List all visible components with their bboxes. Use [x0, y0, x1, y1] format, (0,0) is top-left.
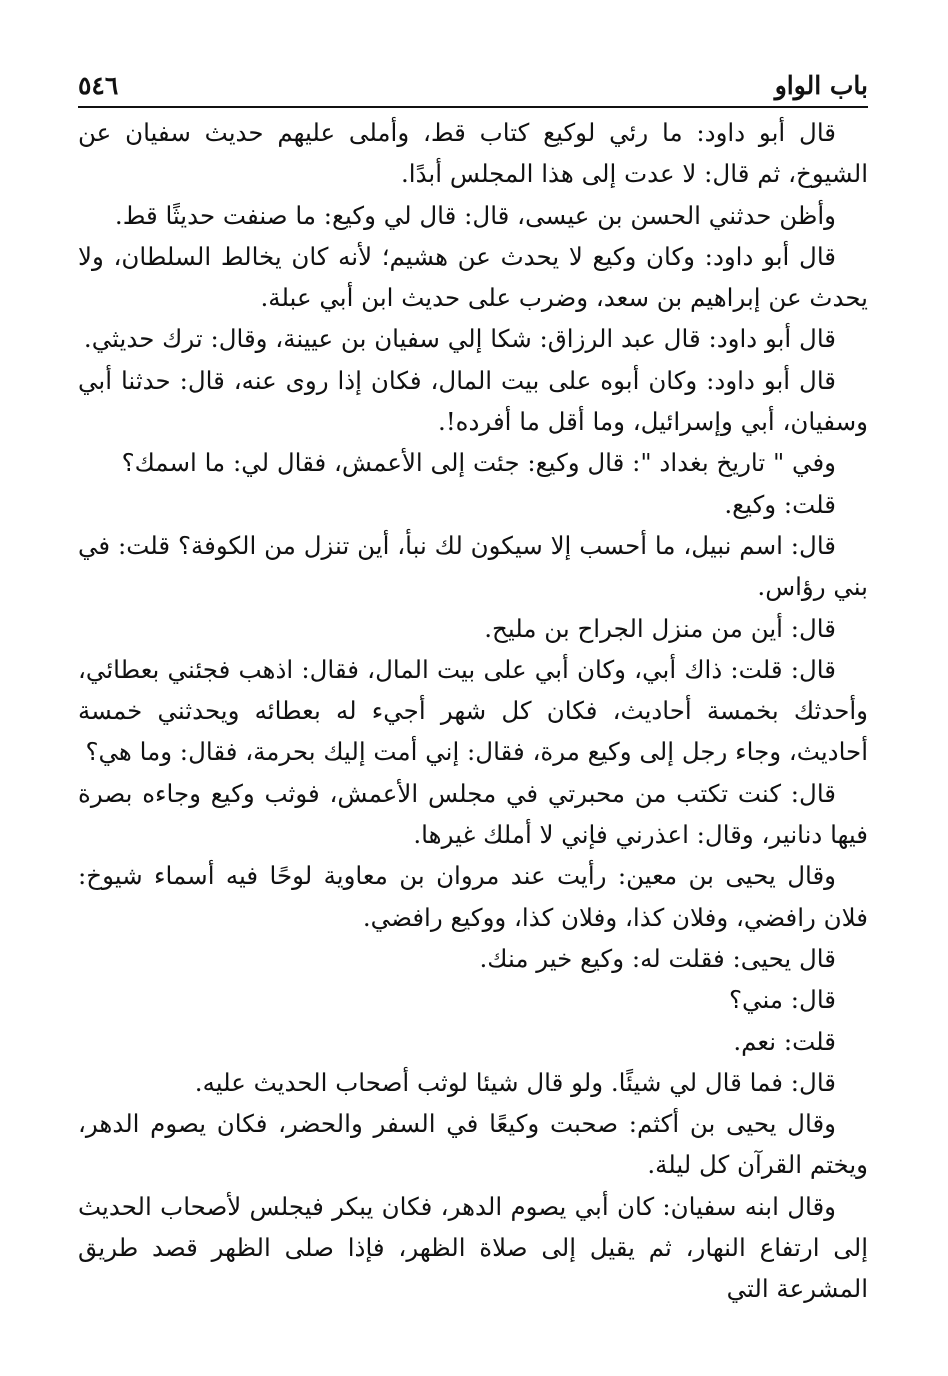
page-number: ٥٤٦ [78, 71, 119, 100]
chapter-title: باب الواو [774, 71, 868, 100]
paragraph: قال: اسم نبيل، ما أحسب إلا سيكون لك نبأ، أين تنزل من الكوفة؟ قلت: في بني رؤاس. [78, 530, 868, 602]
paragraph: قال يحيى: فقلت له: وكيع خير منك. [479, 943, 836, 973]
body-text [78, 112, 868, 1310]
paragraph: قلت: نعم. [733, 1026, 836, 1056]
paragraph: قال أبو داود: وكان أبوه على بيت المال، فكان إذا روى عنه، قال: حدثنا أبي وسفيان، أبي وإسرائيل، وما أقل ما أفرده!. [78, 365, 868, 437]
paragraph: وأظن حدثني الحسن بن عيسى، قال: قال لي وكيع: ما صنفت حديثًا قط. [114, 200, 836, 230]
paragraph: وقال يحيى بن أكثم: صحبت وكيعًا في السفر والحضر، فكان يصوم الدهر، ويختم القرآن كل ليلة. [78, 1109, 868, 1180]
paragraph: قال: مني؟ [729, 985, 836, 1015]
paragraph: وقال يحيى بن معين: رأيت عند مروان بن معاوية لوحًا فيه أسماء شيوخ: فلان رافضي، وفلان كذا، وفلان كذا، ووكيع رافضي. [78, 861, 868, 932]
paragraph: وقال ابنه سفيان: كان أبي يصوم الدهر، فكان يبكر فيجلس لأصحاب الحديث إلى ارتفاع النهار، ثم يقيل إلى صلاة الظهر، فإذا صلى الظهر قصد طريق المشرعة التي [78, 1191, 868, 1304]
paragraph: قال أبو داود: قال عبد الرزاق: شكا إلي سفيان بن عيينة، وقال: ترك حديثي. [83, 324, 836, 354]
paragraph: قال: أين من منزل الجراح بن مليح. [484, 613, 836, 643]
header-rule [78, 106, 868, 108]
paragraph: قال: فما قال لي شيئًا. ولو قال شيئا لوثب أصحاب الحديث عليه. [194, 1067, 836, 1097]
paragraph: قلت: وكيع. [724, 489, 836, 519]
running-header [78, 60, 868, 100]
paragraph: قال: قلت: ذاك أبي، وكان أبي على بيت المال، فقال: اذهب فجئني بعطائي، وأحدثك بخمسة أحاديث، فكان كل شهر أجيء له بعطائه ويحدثني خمسة أحاديث، وجاء رجل إلى وكيع مرة، فقال: إني أمت إليك بحرمة، فقال: وما هي؟ [78, 654, 868, 767]
paragraph: قال أبو داود: وكان وكيع لا يحدث عن هشيم؛ لأنه كان يخالط السلطان، ولا يحدث عن إبراهيم بن سعد، وضرب على حديث ابن أبي عبلة. [78, 241, 868, 313]
paragraph: قال: كنت تكتب من محبرتي في مجلس الأعمش، فوثب وكيع وجاءه بصرة فيها دنانير، وقال: اعذرني فإني لا أملك غيرها. [78, 778, 868, 850]
paragraph: قال أبو داود: ما رئي لوكيع كتاب قط، وأملى عليهم حديث سفيان عن الشيوخ، ثم قال: لا عدت إلى هذا المجلس أبدًا. [78, 118, 868, 189]
paragraph: وفي " تاريخ بغداد ": قال وكيع: جئت إلى الأعمش، فقال لي: ما اسمك؟ [121, 448, 836, 478]
